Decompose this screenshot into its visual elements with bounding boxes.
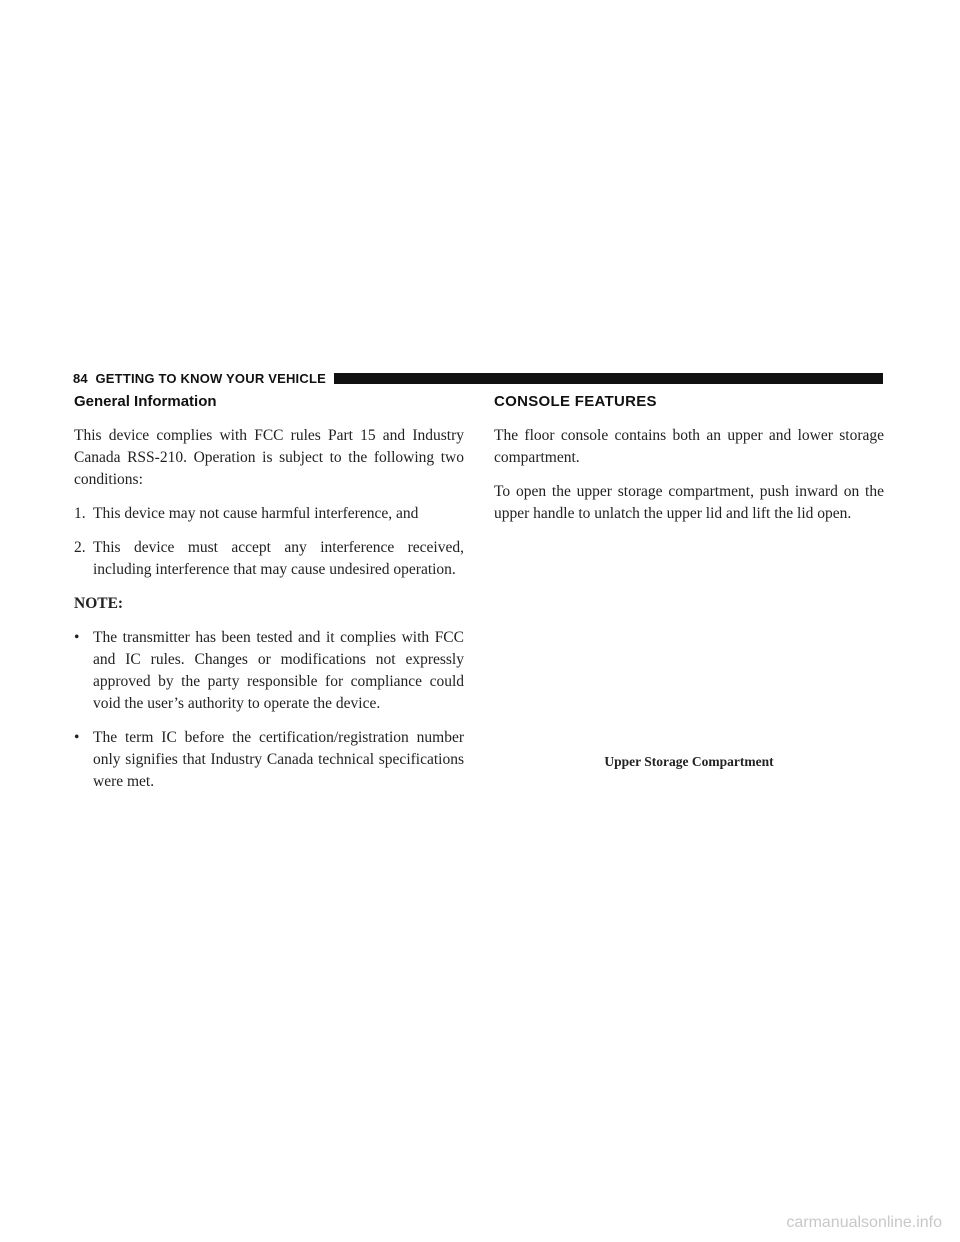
- bullet-item-2: [74, 727, 464, 793]
- page-header-text: [73, 371, 334, 386]
- bullet-marker: •: [74, 729, 80, 746]
- section-title: GETTING TO KNOW YOUR VEHICLE: [95, 370, 326, 386]
- page-number: 84: [73, 370, 88, 386]
- bullet-marker: •: [74, 629, 80, 646]
- right-column: [494, 392, 884, 537]
- figure-caption: Upper Storage Compartment: [604, 754, 774, 769]
- console-paragraph-2: To open the upper storage compartment, push inward on the upper handle to unlatch the upper lid and lift the lid open.: [494, 483, 884, 522]
- bullet-text: The transmitter has been tested and it complies with FCC and IC rules. Changes or modifications not expressly approved by the party responsible for compliance could void the user’s authority to operate the device.: [93, 629, 464, 712]
- left-column: [74, 392, 464, 805]
- numbered-item-1: [74, 503, 464, 525]
- page-header: [73, 370, 883, 386]
- console-features-heading: CONSOLE FEATURES: [494, 393, 657, 410]
- note-label: NOTE:: [74, 595, 124, 612]
- header-rule: [334, 373, 883, 384]
- item-text: This device must accept any interference received, including interference that may cause undesired operation.: [93, 539, 464, 578]
- intro-paragraph: This device complies with FCC rules Part 15 and Industry Canada RSS-210. Operation is subject to the following two conditions:: [74, 427, 464, 488]
- numbered-item-2: [74, 537, 464, 581]
- console-paragraph-1: The floor console contains both an upper and lower storage compartment.: [494, 427, 884, 466]
- item-number: 2.: [74, 539, 86, 556]
- general-information-heading: General Information: [74, 393, 217, 410]
- bullet-item-1: [74, 627, 464, 715]
- item-text: This device may not cause harmful interference, and: [93, 505, 419, 522]
- bullet-text: The term IC before the certification/registration number only signifies that Industry Canada technical specifications were met.: [93, 729, 464, 790]
- item-number: 1.: [74, 505, 86, 522]
- watermark: carmanualsonline.info: [786, 1214, 942, 1231]
